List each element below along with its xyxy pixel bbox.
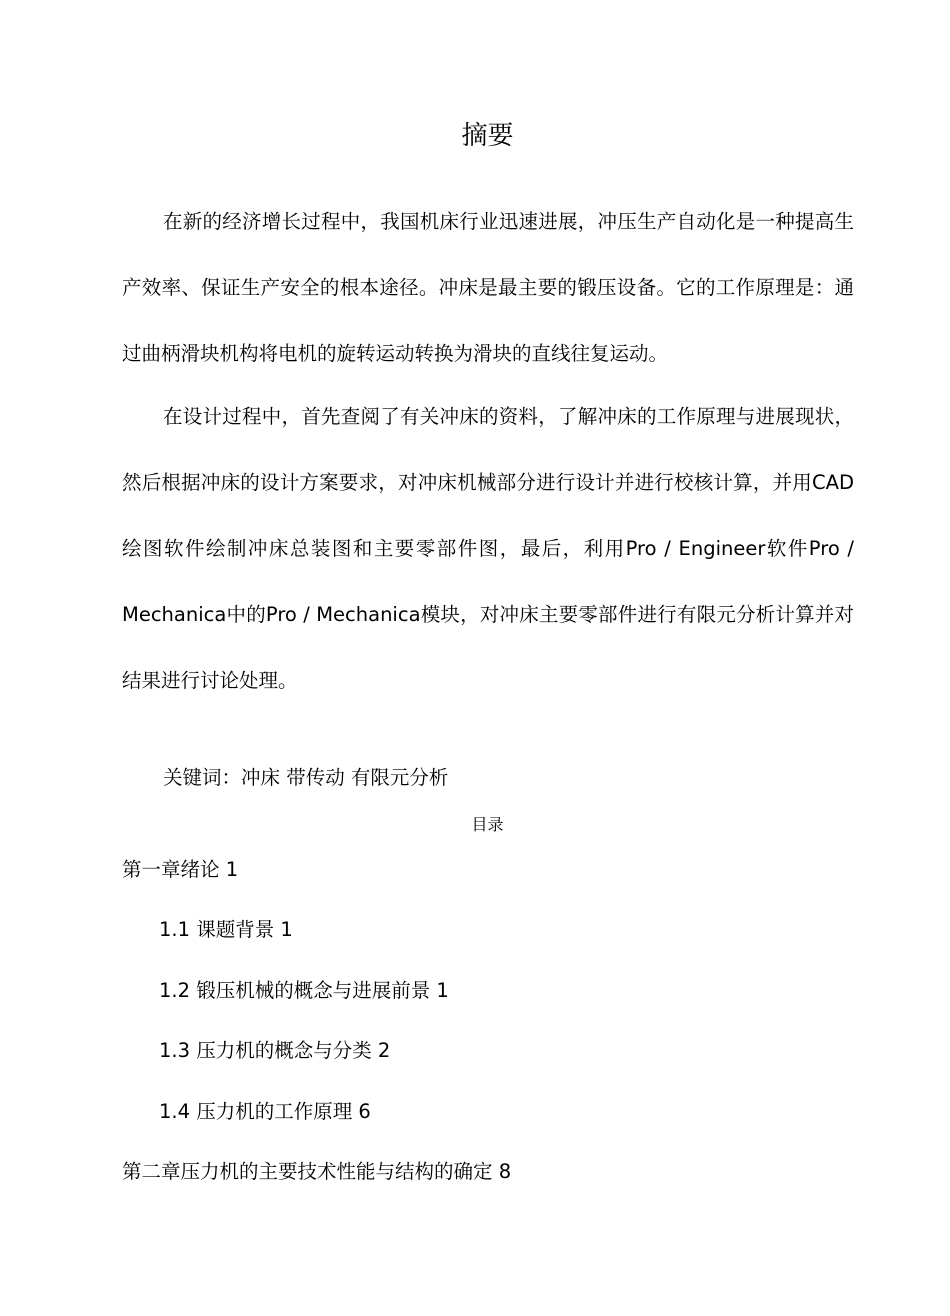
toc-item-chapter-2[interactable]: 第二章压力机的主要技术性能与结构的确定 8 xyxy=(122,1159,512,1183)
toc-title: 目录 xyxy=(471,815,504,834)
toc-item-chapter-1[interactable]: 第一章绪论 1 xyxy=(122,858,239,881)
toc-item-1-1[interactable]: 1.1 课题背景 1 xyxy=(159,918,293,942)
toc-item-1-4[interactable]: 1.4 压力机的工作原理 6 xyxy=(159,1099,371,1123)
abstract-paragraph-2: 在设计过程中，首先查阅了有关冲床的资料，了解冲床的工作原理与进展现状，然后根据冲床的设计方案要求，对冲床机械部分进行设计并进行校核计算，并用CAD绘图软件绘制冲床总装图和主要零部件图，最后，利用Pro / Engineer软件Pro / Mechanica中的Pro / Mechanica模块，对冲床主要零部件进行有限元分析计算并对结果进行讨论处理。 xyxy=(122,405,854,692)
toc-item-1-3[interactable]: 1.3 压力机的概念与分类 2 xyxy=(159,1039,391,1063)
toc-item-1-2[interactable]: 1.2 锻压机械的概念与进展前景 1 xyxy=(159,978,449,1002)
keywords-line: 关键词：冲床 带传动 有限元分析 xyxy=(163,766,449,789)
table-of-contents xyxy=(122,840,854,1202)
abstract-paragraph-1: 在新的经济增长过程中，我国机床行业迅速进展，冲压生产自动化是一种提高生产效率、保证生产安全的根本途径。冲床是最主要的锻压设备。它的工作原理是：通过曲柄滑块机构将电机的旋转运动转换为滑块的直线往复运动。 xyxy=(122,210,854,365)
abstract-title: 摘要 xyxy=(461,121,514,151)
